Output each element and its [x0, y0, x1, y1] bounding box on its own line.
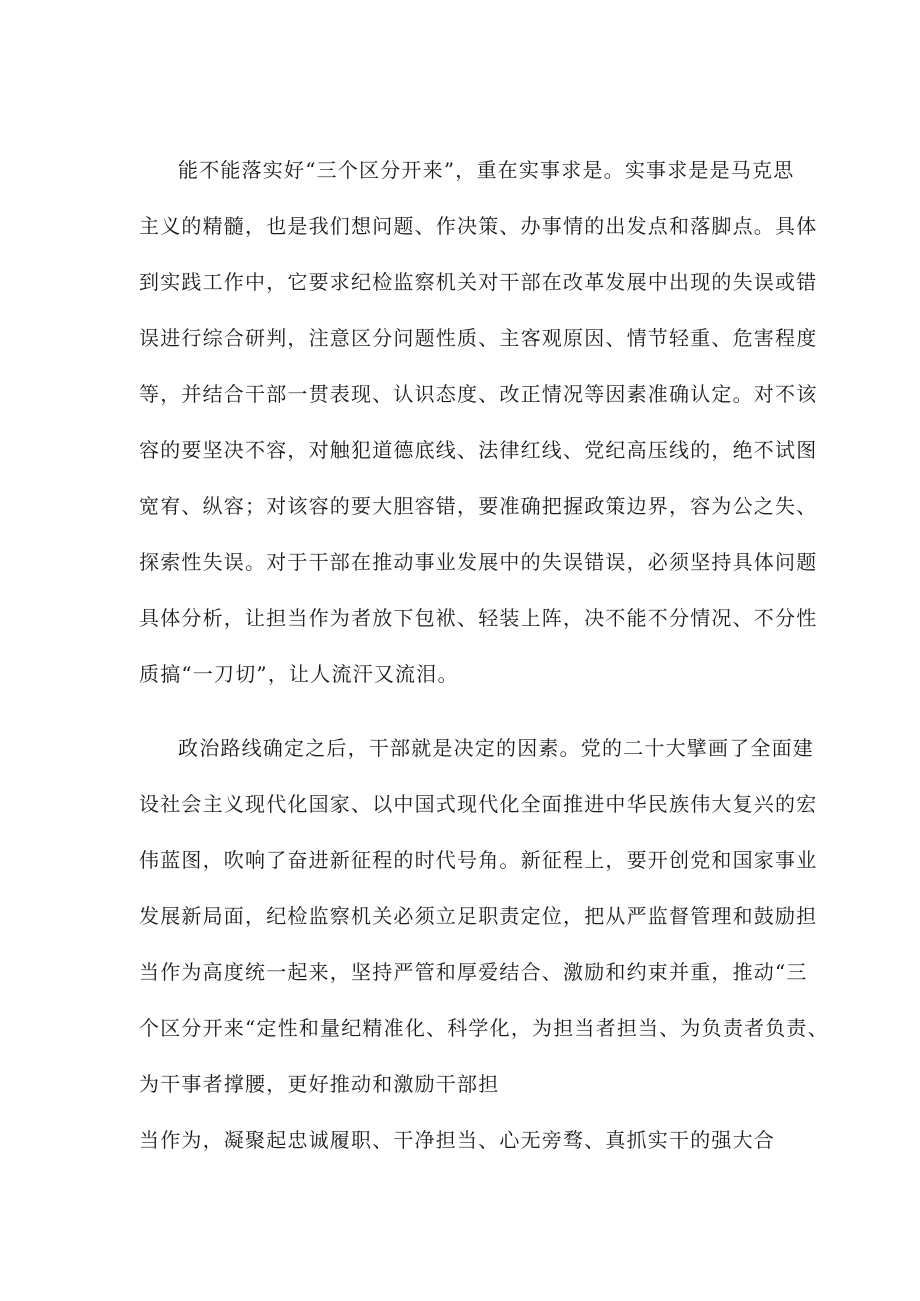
paragraph-1-line-10: 质搞“一刀切”，让人流汗又流泪。 [139, 662, 459, 686]
paragraph-1-line-8: 探索性失误。对于干部在推动事业发展中的失误错误，必须坚持具体问题 [139, 550, 818, 574]
paragraph-3-line-1: 当作为，凝聚起忠诚履职、干净担当、心无旁骛、真抓实干的强大合 [139, 1128, 775, 1152]
paragraph-1-line-6: 容的要坚决不容，对触犯道德底线、法律红线、党纪高压线的，绝不试图 [139, 438, 818, 462]
paragraph-2-line-3: 伟蓝图，吹响了奋进新征程的时代号角。新征程上，要开创党和国家事业 [139, 848, 818, 872]
paragraph-2-line-7: 为干事者撑腰，更好推动和激励干部担 [139, 1072, 500, 1096]
paragraph-1-line-1: 能不能落实好“三个区分开来”，重在实事求是。实事求是是马克思 [178, 158, 795, 182]
paragraph-1-line-5: 等，并结合干部一贯表现、认识态度、改正情况等因素准确认定。对不该 [139, 382, 818, 406]
paragraph-1-line-7: 宽宥、纵容；对该容的要大胆容错，要准确把握政策边界，容为公之失、 [139, 494, 818, 518]
paragraph-2-line-5: 当作为高度统一起来，坚持严管和厚爱结合、激励和约束并重，推动“三 [139, 960, 808, 984]
paragraph-1-line-3: 到实践工作中，它要求纪检监察机关对干部在改革发展中出现的失误或错 [139, 270, 818, 294]
paragraph-2-line-4: 发展新局面，纪检监察机关必须立足职责定位，把从严监督管理和鼓励担 [139, 904, 818, 928]
paragraph-1-line-4: 误进行综合研判，注意区分问题性质、主客观原因、情节轻重、危害程度 [139, 326, 818, 350]
paragraph-2-line-2: 设社会主义现代化国家、以中国式现代化全面推进中华民族伟大复兴的宏 [139, 792, 818, 816]
paragraph-1-line-2: 主义的精髓，也是我们想问题、作决策、办事情的出发点和落脚点。具体 [139, 214, 818, 238]
paragraph-2-line-1: 政治路线确定之后，干部就是决定的因素。党的二十大擘画了全面建 [178, 736, 814, 760]
paragraph-1-line-9: 具体分析，让担当作为者放下包袱、轻装上阵，决不能不分情况、不分性 [139, 606, 818, 630]
paragraph-2-line-6: 个区分开来“定性和量纪精准化、科学化，为担当者担当、为负责者负责、 [139, 1016, 829, 1040]
